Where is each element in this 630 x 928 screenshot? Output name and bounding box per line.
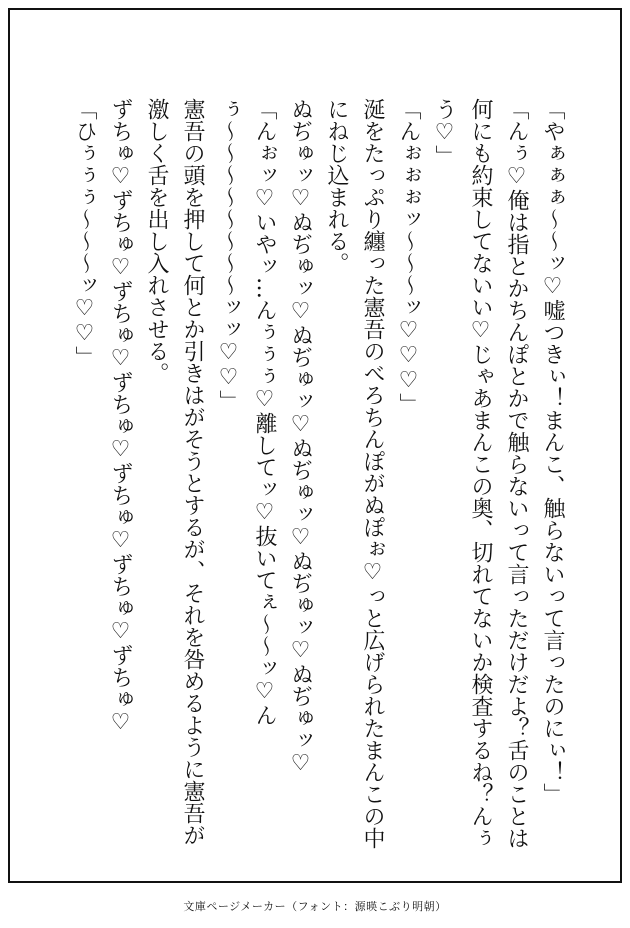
text-line: 「やぁぁぁ〜〜ッ♡嘘つきぃ！まんこ、触らないって言ったのにぃ！」: [540, 98, 565, 805]
text-line: 「んぉぉぉッ〜〜〜ッ♡♡♡」: [396, 98, 421, 415]
text-line: 涎をたっぷり纏った憲吾のべろちんぽがぬぽぉ♡っと広げられたまんこの中にねじ込まれる。: [324, 98, 385, 849]
text-line: 憲吾の頭を押して何とか引きはがそうとするが、それを咎めるように憲吾が激しく舌を出し入れさせる。: [144, 98, 205, 846]
text-line: ぬぢゅッ♡ぬぢゅッ♡ぬぢゅッ♡ぬぢゅッ♡ぬぢゅッ♡ぬぢゅッ♡: [288, 98, 313, 776]
vertical-text-body: [70, 98, 570, 858]
text-line: 「ひぅぅぅ〜〜〜ッ♡♡」: [72, 98, 97, 368]
text-line: 「んぉッ♡いやッ…んぅぅぅ♡離してッ♡抜いてぇ〜〜ッ♡んぅ〜〜〜〜〜〜〜〜ッッ♡♡」: [216, 98, 277, 726]
text-line: ずちゅ♡ずちゅ♡ずちゅ♡ずちゅ♡ずちゅ♡ずちゅ♡ずちゅ♡: [108, 98, 133, 735]
text-line: 「んぅ♡俺は指とかちんぽとかで触らないって言っただけだよ？舌のことは何にも約束してないい♡じゃあまんこの奥、切れてないか検査するね？んぅう♡」: [432, 98, 529, 849]
footer-caption: 文庫ページメーカー（フォント：源暎こぶり明朝）: [183, 900, 447, 913]
page-frame: [8, 8, 622, 883]
